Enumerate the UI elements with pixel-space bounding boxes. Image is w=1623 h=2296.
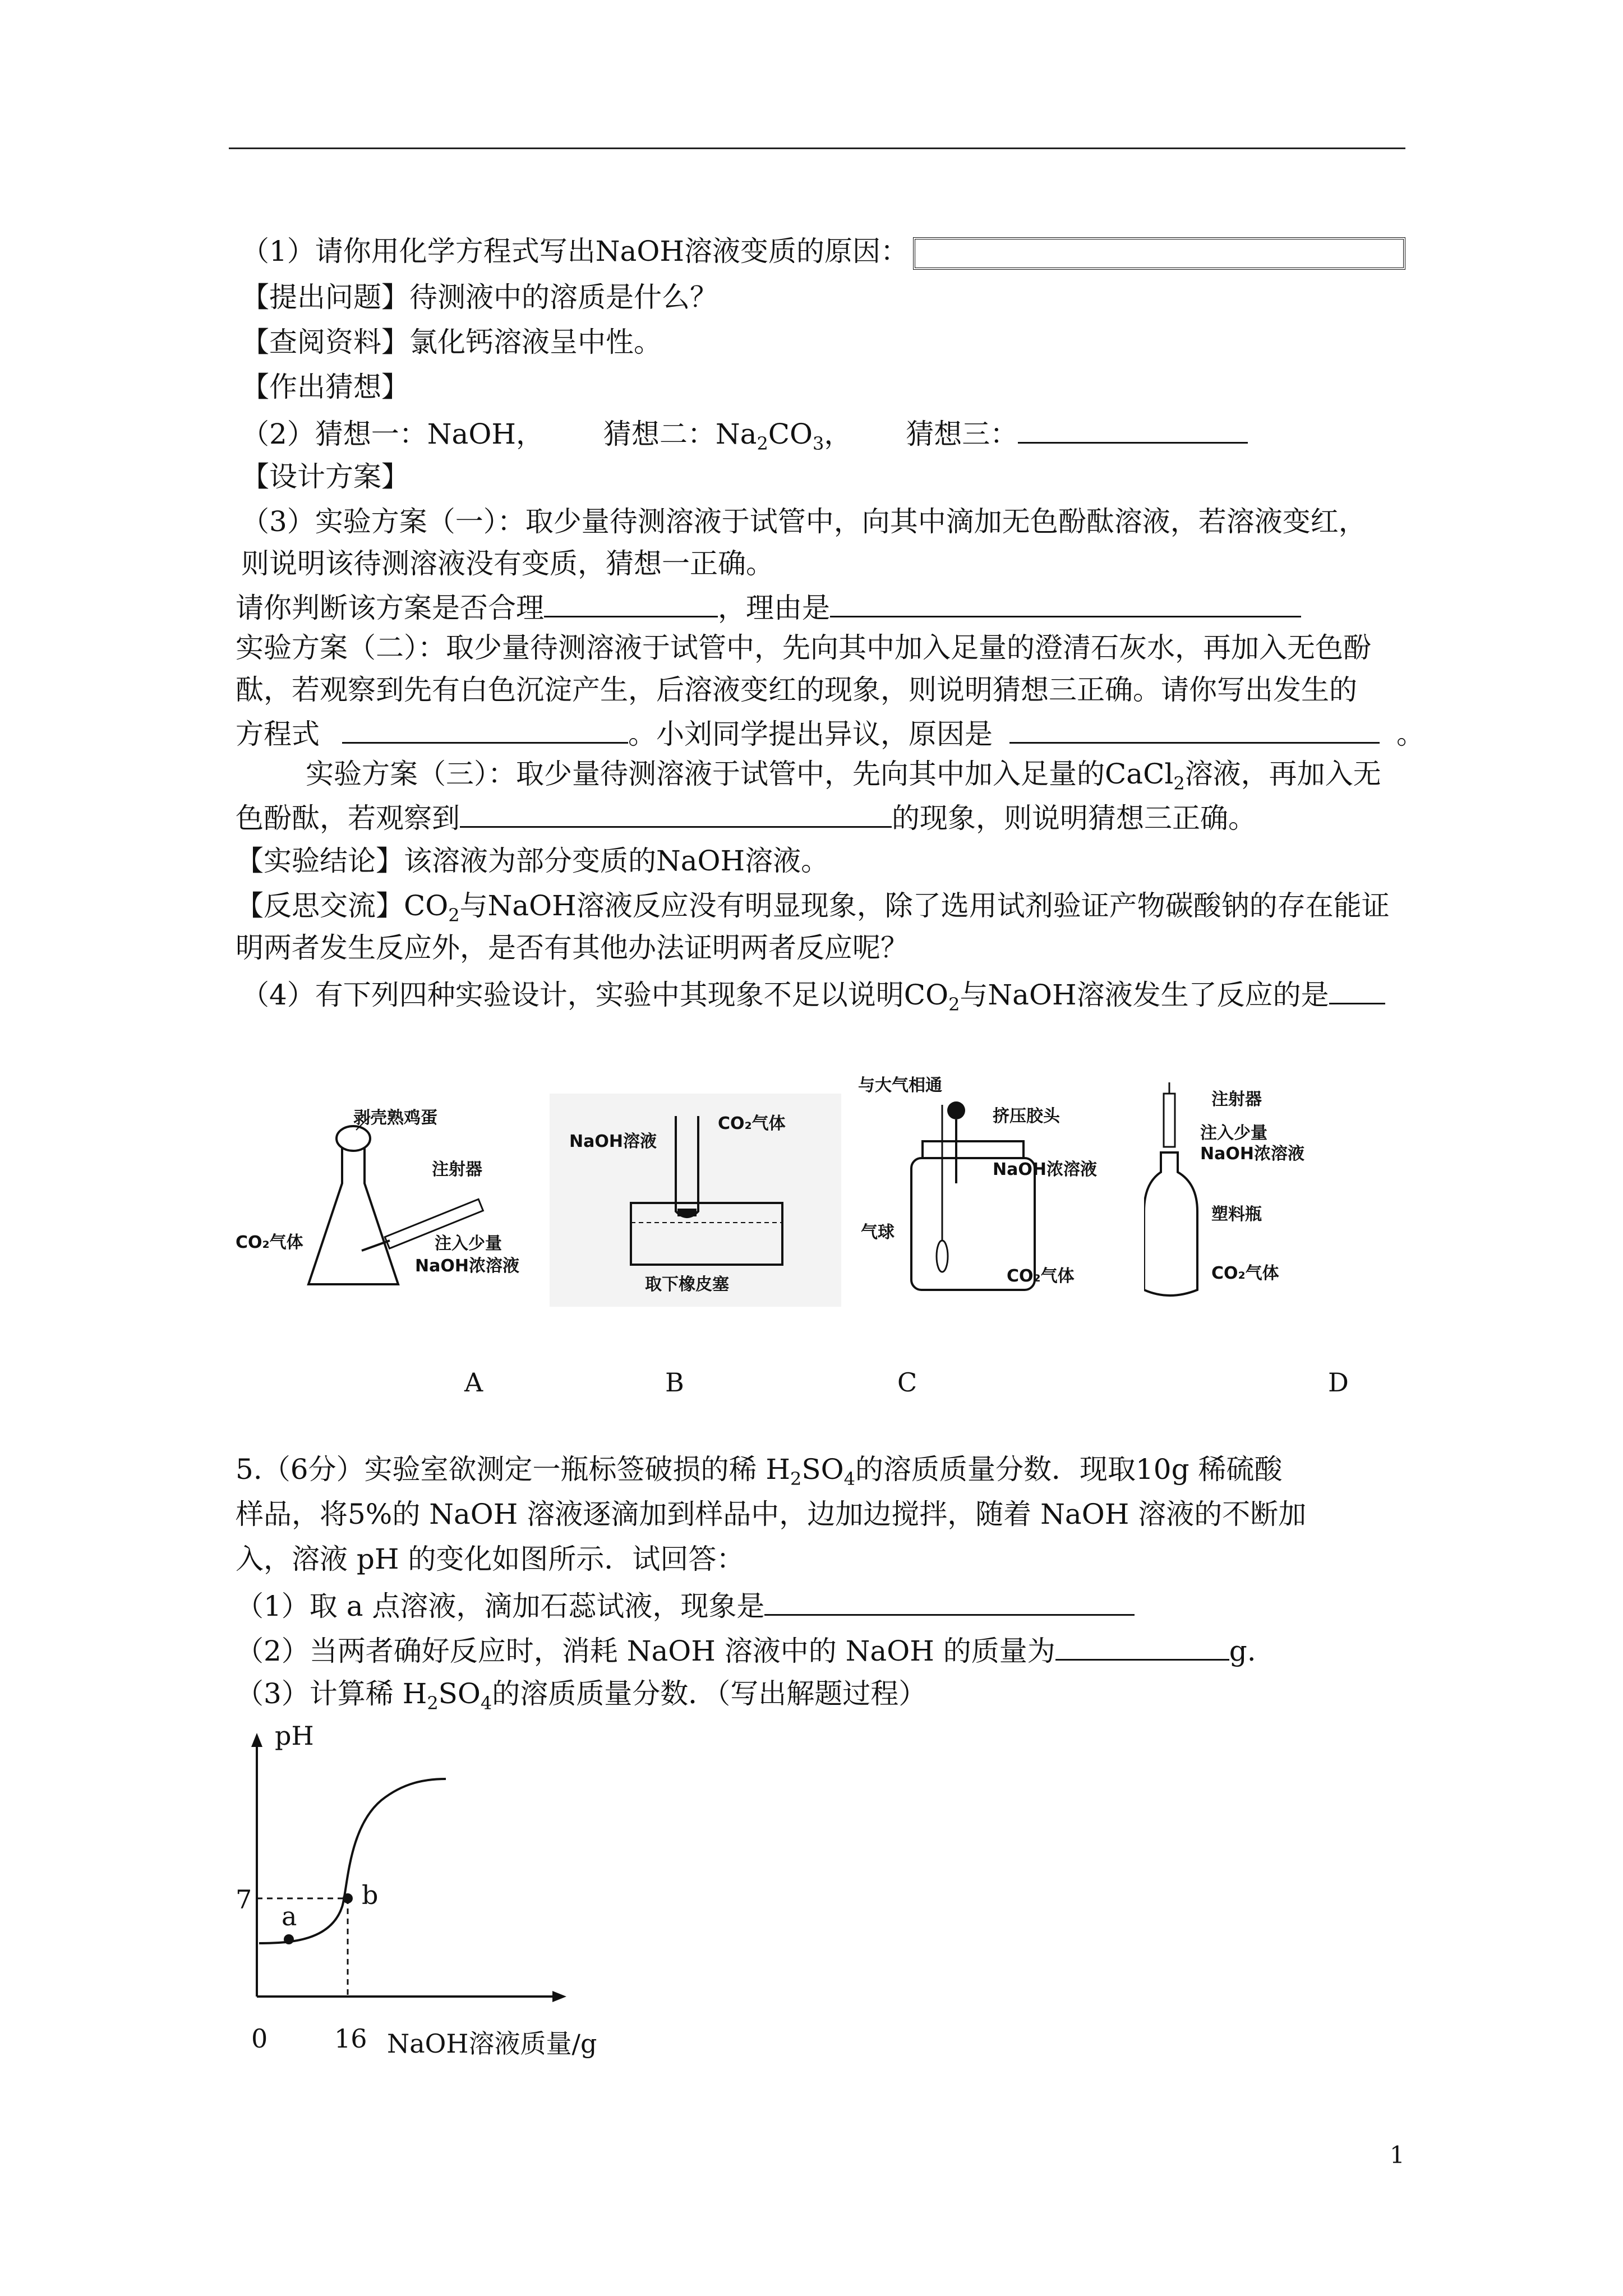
header-rule (229, 147, 1405, 149)
question-1: （1）请你用化学方程式写出NaOH溶液变质的原因： (241, 234, 1405, 270)
conclusion: 【实验结论】该溶液为部分变质的NaOH溶液。 (236, 845, 829, 877)
page-number: 1 (1390, 2141, 1405, 2169)
x-axis-label: NaOH溶液质量/g (387, 2028, 597, 2059)
question-2: （2）猜想一：NaOH， 猜想二：$Na_2CO_3$， 猜想三： (241, 415, 1248, 451)
point-a-label: a (282, 1901, 297, 1931)
q5-line3: 入，溶液 pH 的变化如图所示．试回答： (236, 1543, 745, 1575)
figure-b: NaOH溶液 CO₂气体 取下橡皮塞 (550, 1094, 841, 1307)
guess-heading: 【作出猜想】 (241, 371, 409, 403)
q5-sub2: （2）当两者确好反应时，消耗 NaOH 溶液中的 NaOH 的质量为 g. (236, 1632, 1256, 1668)
figure-a: 剥壳熟鸡蛋 注射器 CO₂气体 注入少量 NaOH浓溶液 (236, 1099, 550, 1312)
ph-graph (224, 1716, 651, 2075)
origin-label: 0 (251, 2023, 268, 2054)
q3-line7: 实验方案（三）：取少量待测溶液于试管中，先向其中加入足量的CaCl$_2$溶液，再加入无 (306, 758, 1381, 794)
blank-naoh-mass[interactable] (1055, 1632, 1229, 1661)
blank-reasonable[interactable] (544, 589, 718, 617)
q5-sub1: （1）取 a 点溶液，滴加石蕊试液，现象是 (236, 1587, 1135, 1623)
figure-d: 注射器 注入少量 NaOH浓溶液 塑料瓶 CO₂气体 (1144, 1082, 1380, 1307)
x-tick-16: 16 (334, 2023, 367, 2054)
blank-guess-3[interactable] (1018, 415, 1248, 444)
q3-line6: 方程式 。小刘同学提出异议，原因是 。 (236, 715, 1424, 751)
reflect-line2: 明两者发生反应外，是否有其他办法证明两者反应呢？ (236, 932, 909, 964)
figure-label-a: A (464, 1367, 483, 1398)
figure-label-d: D (1328, 1367, 1349, 1398)
answer-box-1[interactable] (913, 237, 1405, 270)
q3-line2: 则说明该待测溶液没有变质，猜想一正确。 (241, 547, 774, 580)
y-tick-7: 7 (236, 1884, 252, 1915)
y-axis-label: pH (275, 1721, 314, 1751)
q5-sub3: （3）计算稀 $H_2SO_4$的溶质质量分数．（写出解题过程） (236, 1677, 927, 1714)
figure-a-drawing (236, 1099, 550, 1312)
q3-line5: 酞，若观察到先有白色沉淀产生，后溶液变红的现象，则说明猜想三正确。请你写出发生的 (236, 674, 1357, 706)
blank-litmus[interactable] (764, 1587, 1135, 1616)
q3-line8: 色酚酞，若观察到 的现象，则说明猜想三正确。 (236, 799, 1256, 835)
point-b-label: b (362, 1880, 379, 1910)
q3-line1: （3）实验方案（一）：取少量待测溶液于试管中，向其中滴加无色酚酞溶液，若溶液变红， (241, 505, 1367, 538)
blank-q4[interactable] (1329, 976, 1385, 1004)
point-b-marker (343, 1893, 353, 1903)
blank-observation[interactable] (460, 799, 892, 828)
info-heading: 【查阅资料】氯化钙溶液呈中性。 (241, 326, 662, 358)
q5-line2: 样品，将5%的 NaOH 溶液逐滴加到样品中，边加边搅拌，随着 NaOH 溶液的不断加 (236, 1498, 1307, 1530)
figure-c: 与大气相通 挤压胶头 NaOH浓溶液 气球 CO₂气体 (858, 1071, 1150, 1307)
ask-heading: 【提出问题】待测液中的溶质是什么？ (241, 281, 718, 313)
blank-equation[interactable] (342, 715, 628, 744)
point-a-marker (284, 1934, 294, 1944)
y-axis-arrow (251, 1733, 262, 1747)
x-axis-arrow (552, 1991, 566, 2002)
ph-graph-svg (224, 1716, 651, 2075)
blank-objection[interactable] (1009, 715, 1380, 744)
reflect-line1: 【反思交流】$CO_2$与NaOH溶液反应没有明显现象，除了选用试剂验证产物碳酸钠的存在能证 (236, 889, 1390, 926)
q3-line4: 实验方案（二）：取少量待测溶液于试管中，先向其中加入足量的澄清石灰水，再加入无色酚 (236, 631, 1371, 664)
figure-label-b: B (665, 1367, 684, 1398)
question-4: （4）有下列四种实验设计，实验中其现象不足以说明$CO_2$与NaOH溶液发生了反应的是 (241, 976, 1385, 1012)
blank-reason[interactable] (830, 589, 1301, 617)
design-heading: 【设计方案】 (241, 460, 409, 493)
figure-label-c: C (897, 1367, 917, 1398)
q5-line1: 5.（6分）实验室欲测定一瓶标签破损的稀 $H_2SO_4$的溶质质量分数．现取10g 稀硫酸 (236, 1453, 1283, 1490)
q3-line3: 请你判断该方案是否合理 ，理由是 (236, 589, 1301, 625)
